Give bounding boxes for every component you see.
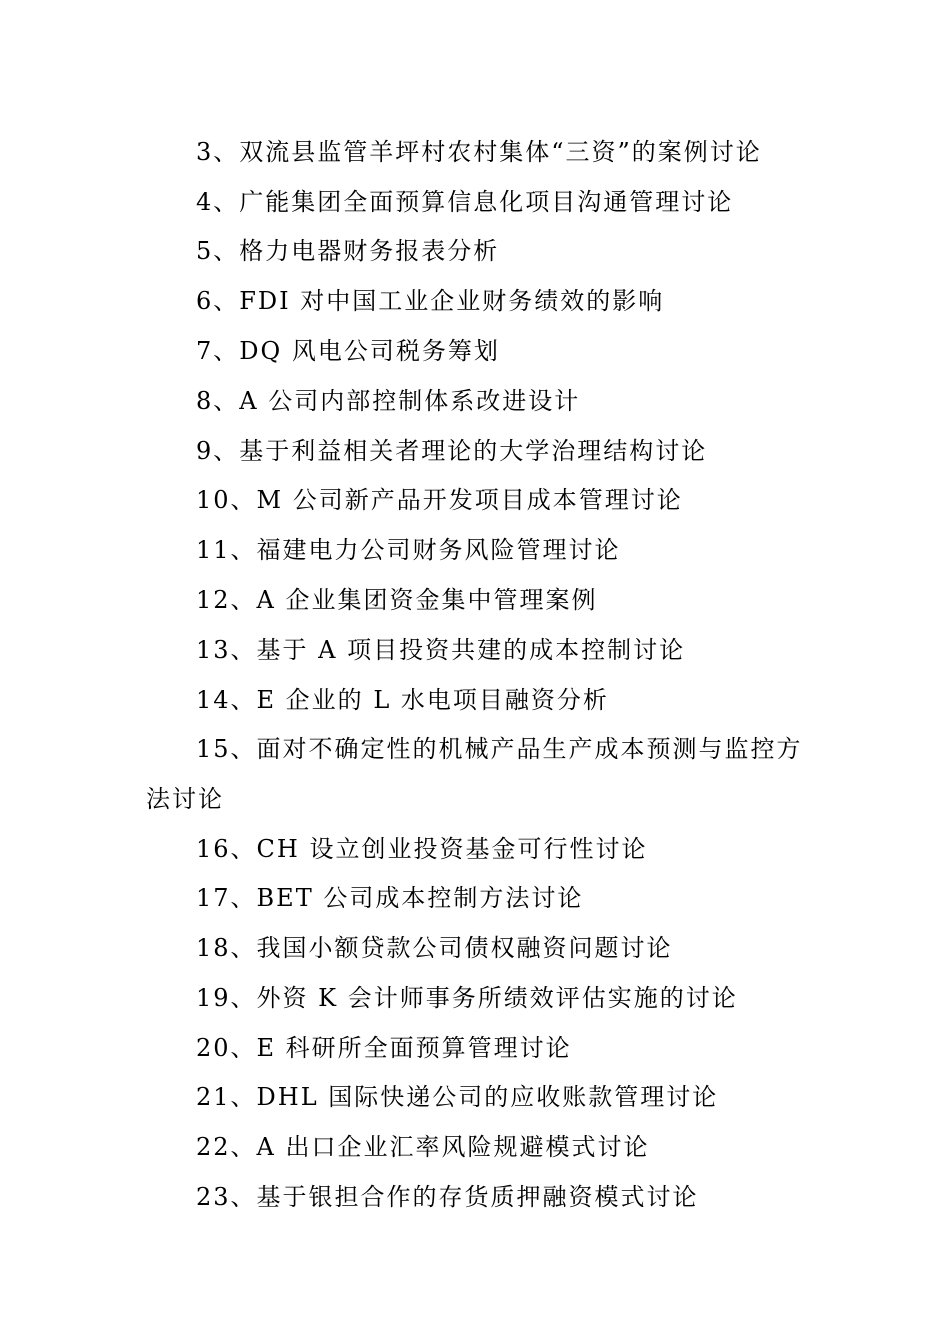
- list-item: 14、E 企业的 L 水电项目融资分析: [196, 686, 609, 714]
- list-item: 22、A 出口企业汇率风险规避模式讨论: [196, 1133, 650, 1161]
- list-item: 11、福建电力公司财务风险管理讨论: [196, 536, 621, 564]
- list-item: 20、E 科研所全面预算管理讨论: [196, 1034, 572, 1062]
- list-item: 15、面对不确定性的机械产品生产成本预测与监控方: [196, 735, 803, 763]
- list-item: 7、DQ 风电公司税务筹划: [196, 337, 500, 365]
- list-item: 10、M 公司新产品开发项目成本管理讨论: [196, 486, 683, 514]
- list-item: 19、外资 K 会计师事务所绩效评估实施的讨论: [196, 984, 738, 1012]
- list-item: 13、基于 A 项目投资共建的成本控制讨论: [196, 636, 686, 664]
- list-item: 3、双流县监管羊坪村农村集体“三资”的案例讨论: [196, 138, 762, 166]
- list-item: 9、基于利益相关者理论的大学治理结构讨论: [196, 437, 708, 465]
- list-item: 21、DHL 国际快递公司的应收账款管理讨论: [196, 1083, 719, 1111]
- list-item-continuation: 法讨论: [146, 785, 224, 813]
- list-item: 16、CH 设立创业投资基金可行性讨论: [196, 835, 648, 863]
- list-item: 8、A 公司内部控制体系改进设计: [196, 387, 581, 415]
- list-item: 17、BET 公司成本控制方法讨论: [196, 884, 584, 912]
- list-item: 5、格力电器财务报表分析: [196, 237, 500, 265]
- list-item: 6、FDI 对中国工业企业财务绩效的影响: [196, 287, 665, 315]
- list-item: 12、A 企业集团资金集中管理案例: [196, 586, 598, 614]
- list-item: 18、我国小额贷款公司债权融资问题讨论: [196, 934, 673, 962]
- list-item: 4、广能集团全面预算信息化项目沟通管理讨论: [196, 188, 734, 216]
- list-item: 23、基于银担合作的存货质押融资模式讨论: [196, 1183, 699, 1211]
